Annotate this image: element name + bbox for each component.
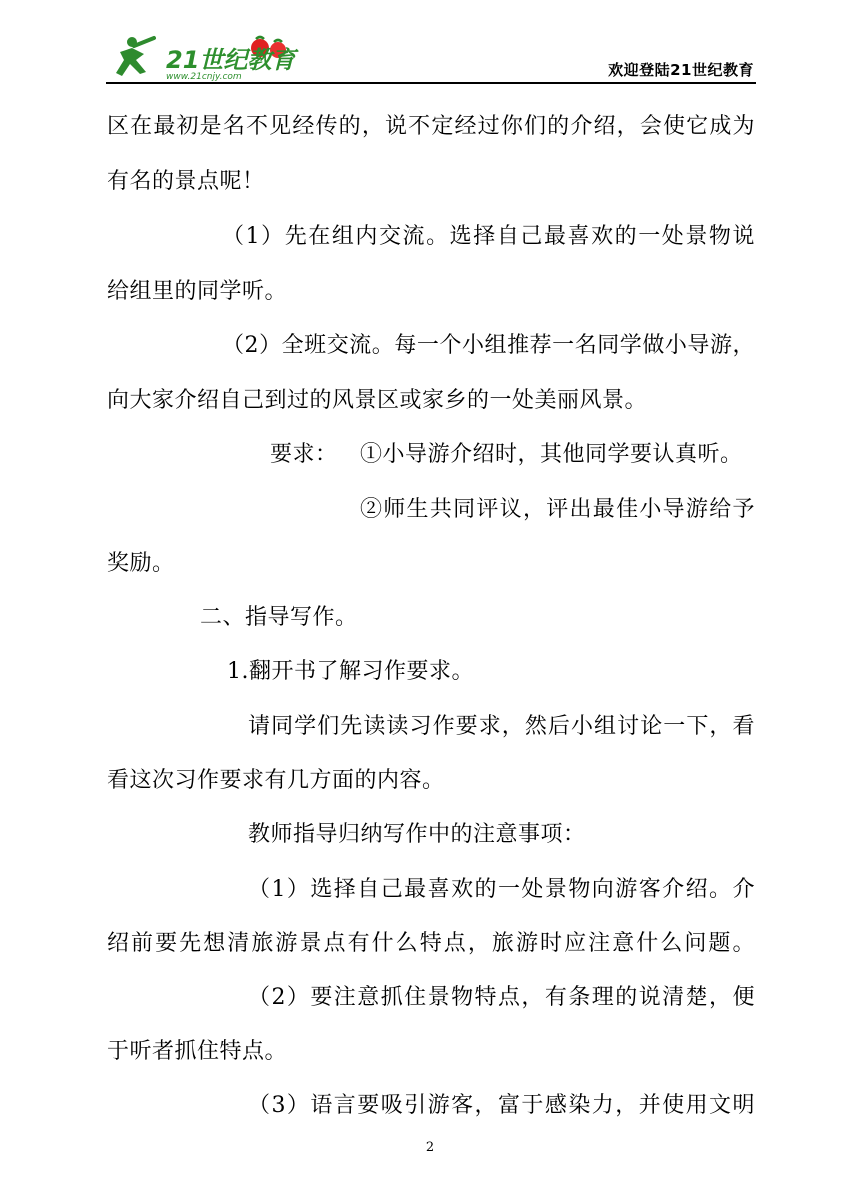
text-line: 二、指导写作。 — [200, 605, 358, 630]
text-line: 有名的景点呢！ — [107, 169, 265, 194]
text-line: 给组里的同学听。 — [107, 279, 288, 304]
logo-url: www.21cnjy.com — [166, 72, 242, 82]
logo-text: 21世纪教育 — [166, 46, 296, 74]
text-line: 教师指导归纳写作中的注意事项： — [248, 822, 586, 847]
page-number: 2 — [425, 1140, 435, 1155]
header-welcome-text: 欢迎登陆21世纪教育 — [608, 61, 754, 79]
text-line: （2）全班交流。每一个小组推荐一名同学做小导游， — [222, 333, 755, 358]
text-line: ②师生共同评议，评出最佳小导游给予 — [360, 497, 755, 522]
text-line: 要求： — [270, 442, 338, 467]
site-logo — [110, 32, 310, 82]
text-line: ①小导游介绍时，其他同学要认真听。 — [360, 442, 743, 467]
text-line: （2）要注意抓住景物特点，有条理的说清楚，便 — [248, 985, 755, 1010]
page-header — [106, 30, 756, 84]
text-line: 向大家介绍自己到过的风景区或家乡的一处美丽风景。 — [107, 388, 648, 413]
text-line: （1）选择自己最喜欢的一处景物向游客介绍。介 — [248, 877, 755, 902]
text-line: 看这次习作要求有几方面的内容。 — [107, 768, 445, 793]
text-line: 请同学们先读读习作要求，然后小组讨论一下，看 — [248, 714, 755, 739]
text-line: 区在最初是名不见经传的，说不定经过你们的介绍，会使它成为 — [107, 114, 755, 139]
text-line: 于听者抓住特点。 — [107, 1039, 288, 1064]
text-line: （1）先在组内交流。选择自己最喜欢的一处景物说 — [222, 224, 755, 249]
text-line: （3）语言要吸引游客，富于感染力，并使用文明 — [248, 1093, 755, 1118]
header-divider — [106, 82, 756, 84]
text-line: 绍前要先想清旅游景点有什么特点，旅游时应注意什么问题。 — [107, 931, 755, 956]
text-line: 奖励。 — [107, 551, 175, 576]
text-line: 1.翻开书了解习作要求。 — [227, 659, 474, 684]
